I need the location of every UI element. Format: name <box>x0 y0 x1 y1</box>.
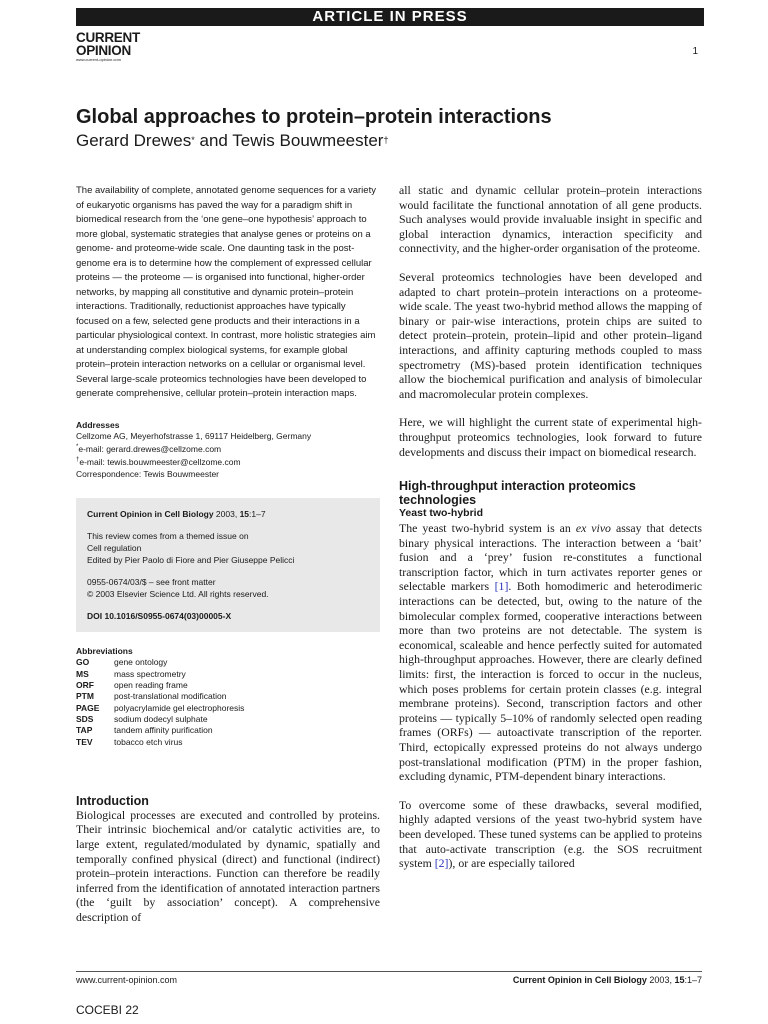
abbreviations-heading: Abbreviations <box>76 646 133 657</box>
abbrev-text: gene ontology <box>114 657 168 668</box>
abbrev-code: PAGE <box>76 702 100 713</box>
info-copyright: © 2003 Elsevier Science Ltd. All rights reserved. <box>87 589 269 600</box>
author-drewes: Gerard Drewes <box>76 131 192 150</box>
article-title: Global approaches to protein–protein interactions <box>76 106 552 128</box>
abbrev-code: MS <box>76 668 89 679</box>
page-number: 1 <box>692 46 698 57</box>
footer-journal <box>513 975 702 985</box>
address-line-1: Cellzome AG, Meyerhofstrasse 1, 69117 Heidelberg, Germany <box>76 430 312 441</box>
abbrev-code: TEV <box>76 736 93 747</box>
footer-url[interactable]: www.current-opinion.com <box>76 975 178 985</box>
left-column <box>76 184 380 925</box>
abbrev-code: TAP <box>76 725 93 736</box>
abbrev-row <box>76 714 380 725</box>
paragraph-technologies: Several proteomics technologies have been developed and adapted to chart protein–protein interactions on a proteome-wide scale. The yeast two-hybrid method allows the mapping of binary or pair-wise interactions, protein chips are suited to detect protein–protein, protein–lipid and other protein–ligand interactions, and affinity capturing methods coupled to mass spectrometry (MS)-based protein identification techniques allow the biochemical purification and analysis of bimolecular and macromolecular protein complexes. <box>399 269 702 401</box>
abbrev-text: sodium dodecyl sulphate <box>114 713 208 724</box>
email-mark-2: † <box>76 457 80 464</box>
abbrev-text: open reading frame <box>114 680 188 691</box>
introduction-paragraph: Biological processes are executed and controlled by proteins. Their intrinsic biochemical and/or catalytic activities are, to large extent, regulated/modulated by dynamic, spatially and temporally confined physical (direct) and functional (indirect) protein–protein interactions. Function can therefore be readily inferred from the identification of annotated interaction partners (the ‘guilt by association’ concept). A comprehensive description of <box>76 807 380 924</box>
footer-year: 2003, <box>646 975 675 985</box>
abbrev-row <box>76 669 380 680</box>
reference-link-1[interactable]: [1] <box>494 579 509 594</box>
abstract: The availability of complete, annotated genome sequences for a variety of eukaryotic organisms has paved the way for a paradigm shift in biomedical research from the ‘one gene–one hypothesis’ approach to more global, systematic strategies that analyse genes or proteins on a genome- and proteome-wide scale. One daunting task in the post-genome era is to determine how the complement of expressed cellular proteins — the proteome — is organised into functional, higher-order networks, by mapping all constitutive and dynamic protein–protein interactions. Traditionally, reductionist approaches have typically focused on a few, selected gene products and their interactions in a particular physiological context. In contrast, more holistic strategies aim at understanding complex biological systems, for example global protein–protein interaction networks on a cellular or organismal level. Several large-scale proteomics technologies have been developed to generate comprehensive, cellular protein–protein interaction maps. <box>76 185 376 399</box>
article-info-box <box>76 498 380 632</box>
p4-part-a: The yeast two-hybrid system is an <box>399 521 576 536</box>
logo-url: www.current-opinion.com <box>76 57 121 62</box>
introduction-heading: Introduction <box>76 793 149 808</box>
p4-part-b: assay that detects binary physical interactions. The interaction between a ‘bait’ fusion and a ‘prey’ fusion re-constitutes a functional transcription factor, which in turn activates reporter genes or selectable markers <box>399 521 702 594</box>
logo-line2: OPINION <box>76 43 131 58</box>
paragraph-yeast-two-hybrid <box>399 521 702 784</box>
footer-volume: 15 <box>674 975 685 985</box>
manuscript-code: COCEBI 22 <box>76 1003 139 1017</box>
right-column <box>399 183 702 871</box>
abbrev-row <box>76 680 380 691</box>
abbreviations <box>76 646 380 748</box>
paragraph-modified-versions <box>399 798 702 871</box>
info-doi: DOI 10.1016/S0955-0674(03)00005-X <box>87 611 232 622</box>
abbrev-code: PTM <box>76 691 94 702</box>
info-themed-topic: Cell regulation <box>87 543 142 554</box>
info-journal-line <box>87 508 369 520</box>
author-mark-2: † <box>383 135 389 145</box>
abbrev-text: tobacco etch virus <box>114 736 183 747</box>
info-journal-name: Current Opinion in Cell Biology <box>87 509 214 520</box>
abbrev-row <box>76 725 380 736</box>
addresses-heading: Addresses <box>76 419 120 430</box>
author-mark-1: * <box>191 135 195 145</box>
section-heading-throughput: High-throughput interaction proteomics technologies <box>399 479 636 508</box>
p5-part-b: ), or are especially tailored <box>448 856 575 871</box>
p4-ex-vivo: ex vivo <box>575 521 611 536</box>
footer-divider <box>76 971 702 972</box>
info-pages: :1–7 <box>249 509 266 520</box>
correspondence-line: Correspondence: Tewis Bouwmeester <box>76 468 219 479</box>
authors-and: and <box>194 131 233 150</box>
p4-part-c: . Both homodimeric and heterodimeric interactions can be detected, but, owing to the nature of the bimolecular complex formed, cooperative interactions between more than two proteins are not detectable. The system is economical, scaleable and hence perfectly suited for automated high-throughput approaches. However, there are clearly defined limits: first, the interaction is forced to occur in the nucleus, which poses problems for certain protein classes (e.g. integral membrane proteins). Second, transcription factors and other proteins — typically 5–10% of randomly selected open reading frames (ORFs) — autoactivate transcription of the reporter. Third, ectopically expressed proteins do not always undergo post-translational modification (PTM) in the proper fashion, excluding dynamic, PTM-dependent binary interactions. <box>399 579 702 784</box>
abbrev-code: SDS <box>76 713 94 724</box>
abbrev-text: mass spectrometry <box>114 668 186 679</box>
address-email-2 <box>76 455 380 468</box>
paragraph-annotation: all static and dynamic cellular protein–protein interactions would facilitate the functional annotation of all gene products. Such analyses would provide invaluable insight in specific and global interaction dynamics, interaction specificity and connectivity, and the higher-order organisation of the proteome. <box>399 183 702 256</box>
email-bouwmeester: e-mail: tewis.bouwmeester@cellzome.com <box>79 457 241 468</box>
subheading-yeast-two-hybrid: Yeast two-hybrid <box>399 507 484 520</box>
abbrev-text: polyacrylamide gel electrophoresis <box>114 702 245 713</box>
info-editors: Edited by Pier Paolo di Fiore and Pier Giuseppe Pelicci <box>87 555 295 566</box>
abbrev-text: post-translational modification <box>114 691 227 702</box>
abbrev-row <box>76 737 380 748</box>
address-email-1 <box>76 442 380 455</box>
reference-link-2[interactable]: [2] <box>434 856 449 871</box>
info-issn: 0955-0674/03/$ – see front matter <box>87 577 216 588</box>
info-year: 2003, <box>213 509 240 520</box>
abbrev-code: GO <box>76 657 90 668</box>
abbrev-row <box>76 657 380 668</box>
email-drewes: e-mail: gerard.drewes@cellzome.com <box>78 443 222 454</box>
article-in-press-banner: ARTICLE IN PRESS <box>76 8 704 26</box>
authors <box>76 130 716 152</box>
footer-journal-name: Current Opinion in Cell Biology <box>512 975 647 985</box>
abbrev-row <box>76 691 380 702</box>
logo-line1: CURRENT <box>76 30 140 45</box>
info-volume: 15 <box>239 509 250 520</box>
footer-pages: :1–7 <box>684 975 702 985</box>
journal-logo <box>76 31 166 63</box>
p5-part-a: To overcome some of these drawbacks, several modified, highly adapted versions of the yeast two-hybrid system have been developed. These tuned systems can be applied to proteins that auto-activate transcription (e.g. the SOS recruitment system <box>399 797 702 871</box>
email-mark-1: * <box>76 444 79 450</box>
paragraph-highlight: Here, we will highlight the current state of experimental high-throughput proteomics technologies, look forward to future developments and discuss their impact on biomedical research. <box>399 415 702 459</box>
info-themed-intro: This review comes from a themed issue on <box>87 531 249 542</box>
abbrev-code: ORF <box>76 680 94 691</box>
abbrev-row <box>76 703 380 714</box>
author-bouwmeester: Tewis Bouwmeester <box>232 131 384 150</box>
abbrev-text: tandem affinity purification <box>114 725 213 736</box>
